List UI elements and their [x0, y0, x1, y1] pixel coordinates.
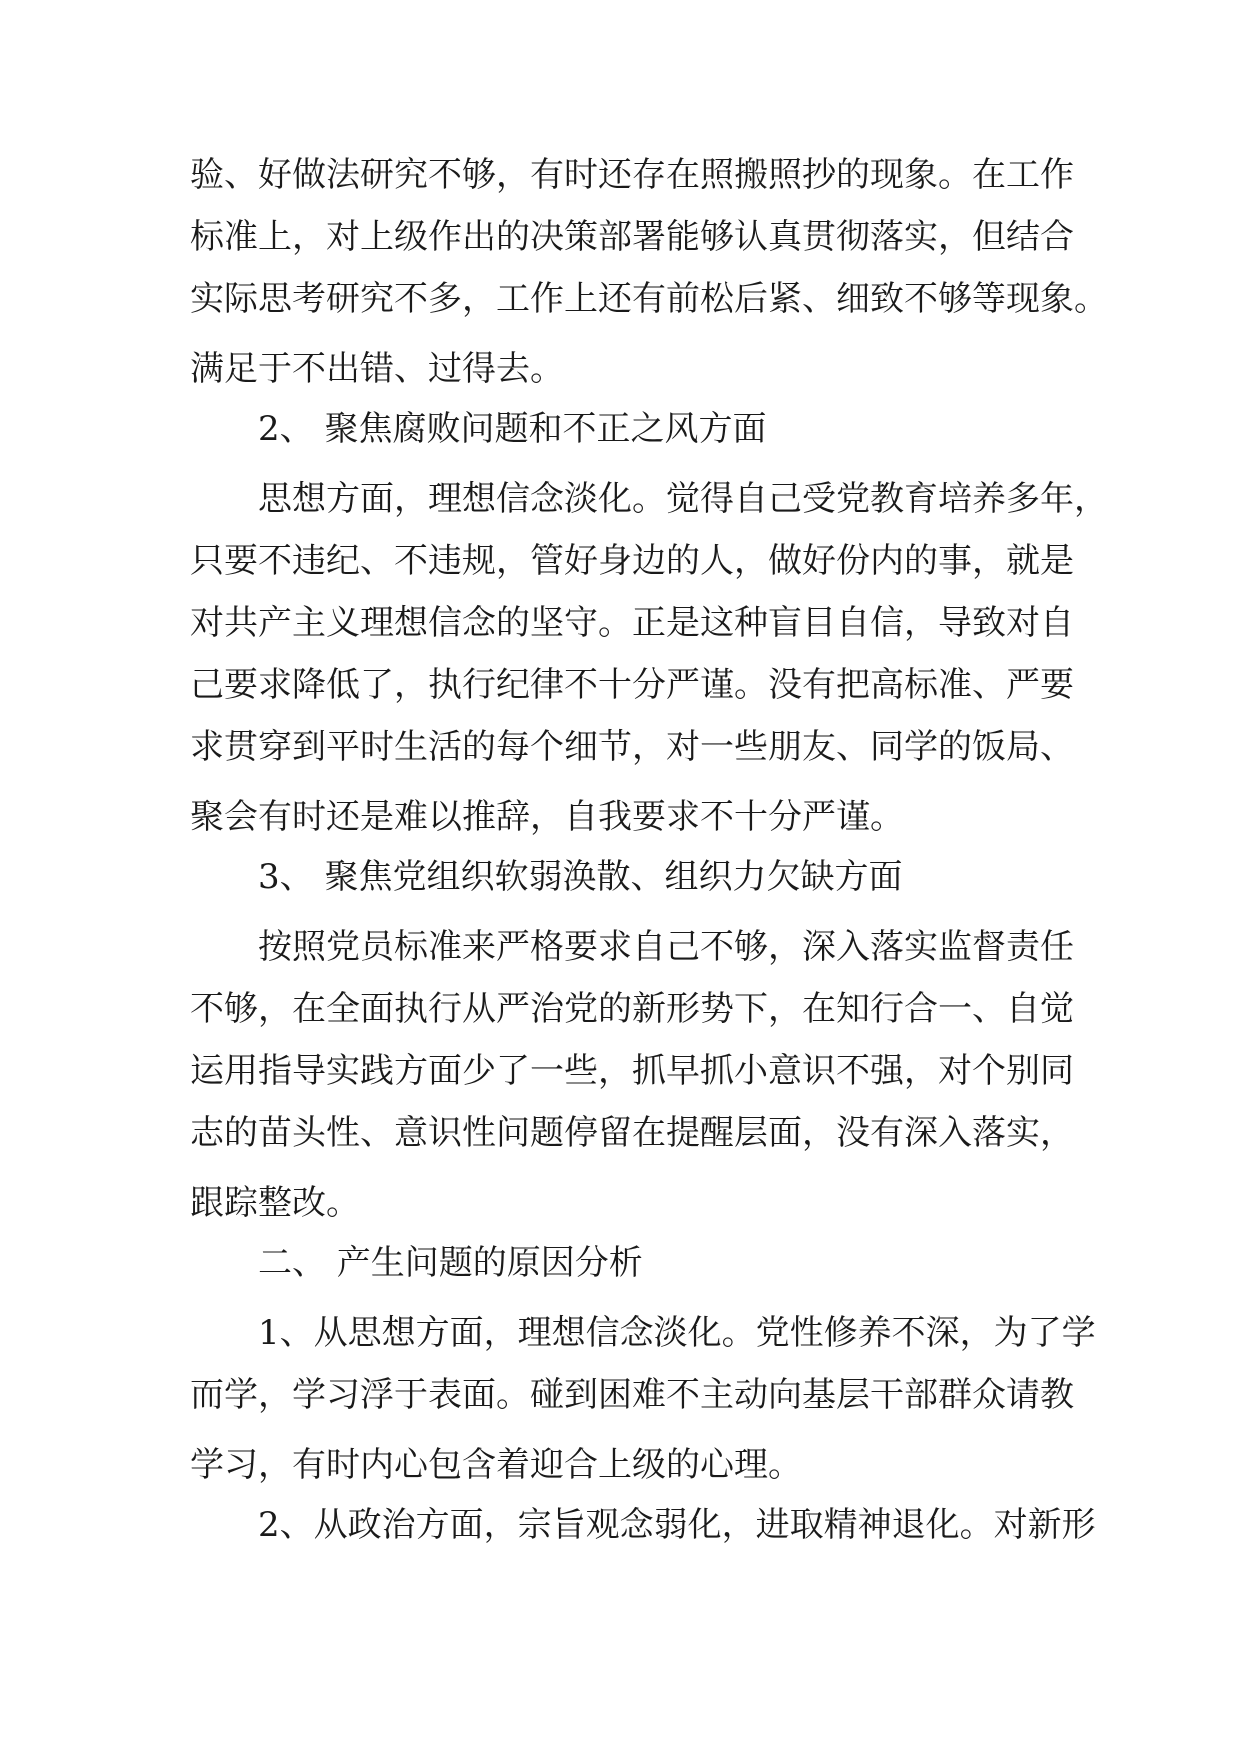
body-text-line: 思想方面，理想信念淡化。觉得自己受党教育培养多年， [258, 479, 1108, 519]
body-text-line: 对共产主义理想信念的坚守。正是这种盲目自信，导致对自 [190, 603, 1074, 643]
body-text-line: 聚会有时还是难以推辞，自我要求不十分严谨。 [190, 797, 904, 837]
body-text-line: 求贯穿到平时生活的每个细节，对一些朋友、同学的饭局、 [190, 727, 1074, 767]
body-text-line: 不够，在全面执行从严治党的新形势下，在知行合一、自觉 [190, 989, 1074, 1029]
body-text-line: 实际思考研究不多，工作上还有前松后紧、细致不够等现象。 [190, 279, 1108, 319]
body-text-line: 运用指导实践方面少了一些，抓早抓小意识不强，对个别同 [190, 1051, 1074, 1091]
section-heading-cause-analysis: 二、 产生问题的原因分析 [258, 1243, 643, 1283]
body-text-line: 只要不违纪、不违规，管好身边的人，做好份内的事，就是 [190, 541, 1074, 581]
section-heading-2: 2、 聚焦腐败问题和不正之风方面 [258, 409, 767, 449]
body-text-line: 学习，有时内心包含着迎合上级的心理。 [190, 1445, 802, 1485]
body-text-line: 己要求降低了，执行纪律不十分严谨。没有把高标准、严要 [190, 665, 1074, 705]
body-text-line: 2、从政治方面，宗旨观念弱化，进取精神退化。对新形 [258, 1505, 1096, 1545]
body-text-line: 而学，学习浮于表面。碰到困难不主动向基层干部群众请教 [190, 1375, 1074, 1415]
body-text-line: 跟踪整改。 [190, 1183, 360, 1223]
body-text-line: 满足于不出错、过得去。 [190, 349, 564, 389]
body-text-line: 验、好做法研究不够，有时还存在照搬照抄的现象。在工作 [190, 155, 1074, 195]
body-text-line: 按照党员标准来严格要求自己不够，深入落实监督责任 [258, 927, 1074, 967]
section-heading-3: 3、 聚焦党组织软弱涣散、组织力欠缺方面 [258, 857, 903, 897]
body-text-line: 1、从思想方面，理想信念淡化。党性修养不深，为了学 [258, 1313, 1096, 1353]
body-text-line: 志的苗头性、意识性问题停留在提醒层面，没有深入落实， [190, 1113, 1074, 1153]
body-text-line: 标准上，对上级作出的决策部署能够认真贯彻落实，但结合 [190, 217, 1074, 257]
